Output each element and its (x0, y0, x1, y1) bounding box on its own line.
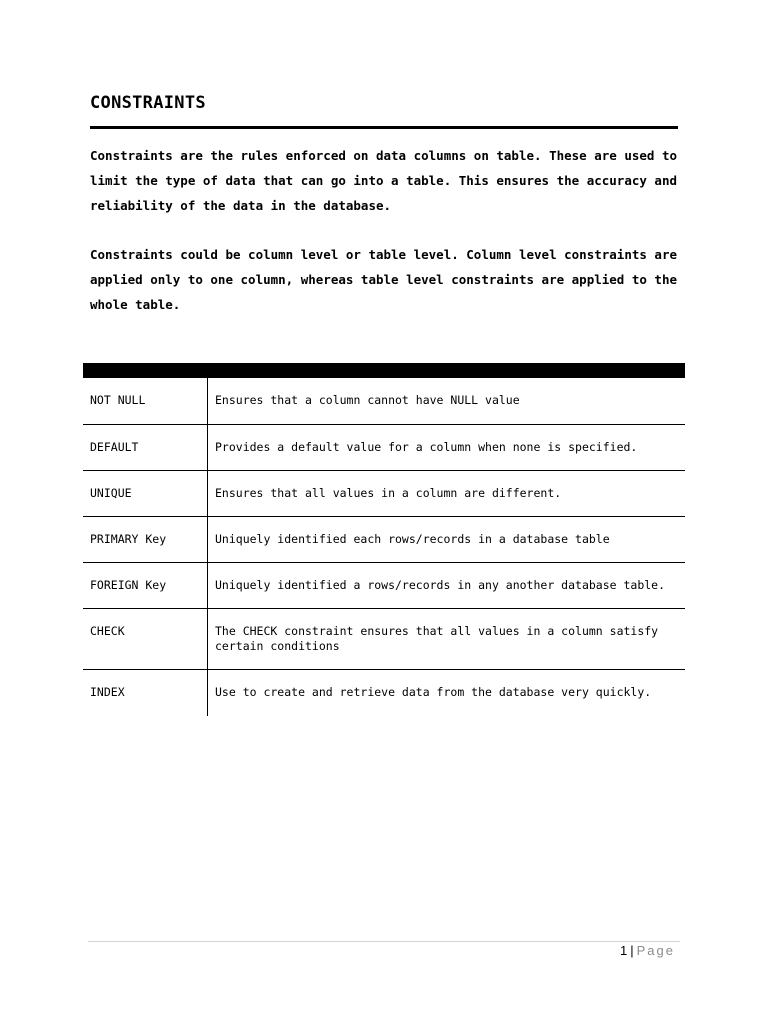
heading-underline (90, 126, 678, 129)
table-row (83, 378, 685, 425)
constraint-description: Ensures that a column cannot have NULL value (215, 393, 520, 407)
page-footer (620, 943, 675, 958)
table-header-bar (83, 363, 685, 378)
constraint-description: Provides a default value for a column when none is specified. (215, 440, 638, 454)
table-row (83, 425, 685, 471)
constraint-name: PRIMARY Key (83, 517, 208, 562)
intro-paragraph: Constraints are the rules enforced on data columns on table. These are used to limit the type of data that can go into a table. This ensures the accuracy and reliability of the data in the database. (90, 148, 677, 213)
table-row (83, 563, 685, 609)
constraint-name: CHECK (83, 609, 208, 669)
constraint-name: DEFAULT (83, 425, 208, 470)
levels-paragraph: Constraints could be column level or table level. Column level constraints are applied only to one column, whereas table level constraints are applied to the whole table. (90, 247, 677, 312)
constraints-table (83, 363, 685, 716)
constraint-name: NOT NULL (83, 378, 208, 424)
page-number: 1 (620, 943, 628, 958)
constraint-description: Ensures that all values in a column are different. (215, 486, 562, 500)
table-row (83, 471, 685, 517)
constraint-name: FOREIGN Key (83, 563, 208, 608)
table-row (83, 609, 685, 670)
constraint-name: INDEX (83, 670, 208, 716)
page-label: Page (636, 943, 675, 958)
table-row (83, 517, 685, 563)
constraint-description: Uniquely identified each rows/records in a database table (215, 532, 610, 546)
table-row (83, 670, 685, 716)
document-heading: CONSTRAINTS (90, 93, 206, 113)
constraint-description: The CHECK constraint ensures that all values in a column satisfy certain conditions (215, 624, 659, 653)
constraint-description: Use to create and retrieve data from the database very quickly. (215, 685, 652, 699)
constraint-name: UNIQUE (83, 471, 208, 516)
footer-separator: | (630, 943, 634, 958)
constraint-description: Uniquely identified a rows/records in any another database table. (215, 578, 666, 592)
footer-divider (88, 941, 680, 942)
